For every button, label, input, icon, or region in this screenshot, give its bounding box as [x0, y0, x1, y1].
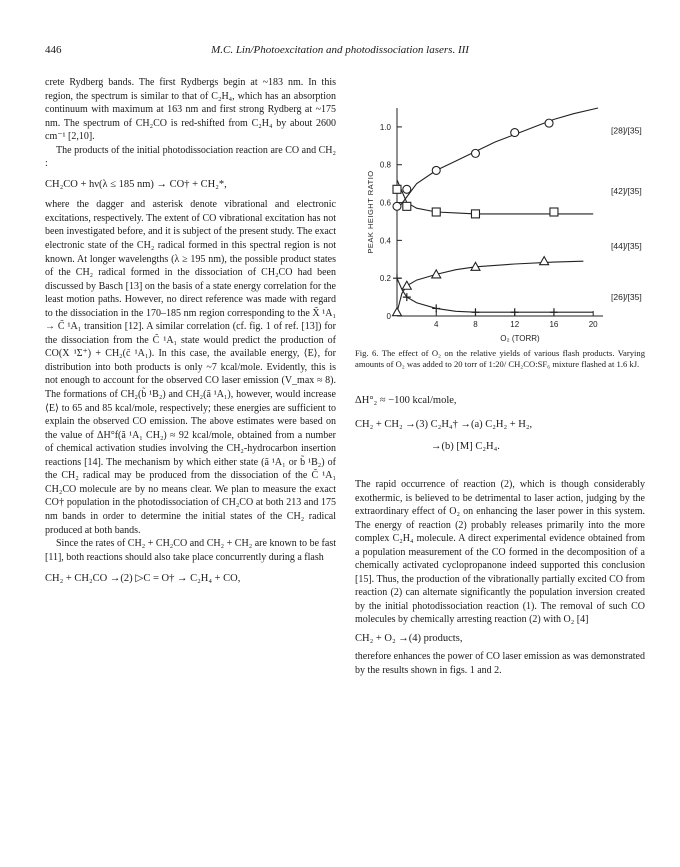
data-point [393, 274, 401, 282]
series-label: [26]/[35] [611, 292, 642, 303]
y-tick-label: 0 [386, 312, 391, 321]
data-point [402, 281, 411, 289]
data-point [393, 185, 401, 193]
series-label: [42]/[35] [611, 186, 642, 197]
data-point [511, 129, 519, 137]
paragraph: The products of the initial photodissociation reaction are CO and CH₂ : [45, 144, 336, 170]
y-tick-label: 0.6 [379, 198, 391, 208]
data-point [471, 308, 479, 316]
data-point [403, 293, 411, 301]
series-label: [44]/[35] [611, 241, 642, 252]
series-curve [397, 278, 593, 312]
y-tick-label: 0.2 [379, 274, 391, 284]
paragraph: where the dagger and asterisk denote vibrational and electronic excitations, respectively. The extent of CO vibrational excitation has not been investigated before, and it is subject of the present study. The exact electronic state of the CH₂ radical formed in this spectral region is not known. At longer wavelengths (λ ≥ 195 nm), the possible product states of the CH₂ radical formed in the dissociation of CH₂CO had been discussed by Basch [13] on the basis of a state energy correlation for the least motion paths. However, no direct reference was made with regard to the dissociation in the 170–185 nm region corresponding to the X̃ ¹A₁ → C̃ ¹A₁ transition [12]. A similar correlation (cf. fig. 1 of ref. [13]) for the dissociation from the C̃ ¹A₁ state would predict the production of CO(X ¹Σ⁺) + CH₂(c̃ ¹A₁). In this case, the available energy, ⟨E⟩, for distribution into both products is only ~7 kcal/mole. Evidently, this is not enough to account for the observed CO laser emission (V_max ≈ 8). The formations of CH₂(b̃ ¹B₂) and CH₂(ã ¹A₁), however, would increase ⟨E⟩ to 65 and 85 kcal/mole, respectively; these energies are sufficient to explain the observed CO emission. The above estimates were based on the value of ΔH°f(ã ¹A₁ CH₂) ≈ 92 kcal/mole, obtained from a number of chemical activation studies involving the CH₂-hydrocarbon insertion reactions [14]. The mechanism by which either state (ã ¹A₁ or b̃ ¹B₂) of the CH₂ radical may be produced from the dissociation of the C̃ ¹A₁ CH₂CO molecule are by no means clear. We plan to measure the exact CO† population in the photodissociation of CH₂CO at both 213 and 175 nm bands in order to determine the initial states of the CH₂ radical produced at both bands. [45, 199, 336, 536]
data-point [550, 208, 558, 216]
data-point [432, 304, 440, 312]
data-point [432, 208, 440, 216]
data-point [550, 308, 558, 316]
right-column [355, 98, 645, 677]
x-tick-label: 16 [549, 320, 559, 329]
series-curve [397, 261, 583, 312]
data-point [403, 202, 411, 210]
running-head: M.C. Lin/Photoexcitation and photodissociation lasers. III [211, 44, 469, 56]
series-curve [397, 180, 593, 214]
series-curve [397, 108, 598, 210]
enthalpy-line: ΔH°₂ ≈ −100 kcal/mole, [355, 395, 457, 407]
data-point [432, 166, 440, 174]
equation-2: CH₂ + CH₂CO →(2) ▷C = O† → C₂H₄ + CO, [45, 573, 241, 585]
x-axis-label: O₂ (TORR) [500, 334, 540, 343]
data-point [393, 202, 401, 210]
paragraph: crete Rydberg bands. The first Rydbergs begin at ~183 nm. In this region, the spectrum is similar to that of C₂H₄, which has an absorption continuum with maximum at 163 nm and first strong Rydberg at ~175 nm. The spectrum of CH₂CO is red-shifted from C₂H₄ by about 2600 cm⁻¹ [2,10]. [45, 77, 336, 143]
series-label: [28]/[35] [611, 125, 642, 136]
y-tick-label: 0.8 [379, 160, 391, 170]
data-point [393, 308, 402, 316]
y-tick-label: 1.0 [379, 122, 391, 132]
reaction-4: CH₂ + O₂ →(4) products, [355, 632, 463, 644]
data-point [471, 149, 479, 157]
reaction-equations [355, 392, 645, 456]
data-point [545, 119, 553, 127]
x-tick-label: 4 [434, 320, 439, 329]
reaction-3: CH₂ + CH₂ →(3) C₂H₄† →(a) C₂H₂ + H₂, [355, 419, 533, 431]
paragraph: therefore enhances the power of CO laser emission as was demonstrated by the results shown in figs. 1 and 2. [355, 651, 645, 676]
x-tick-label: 12 [510, 320, 520, 329]
paragraph: Since the rates of CH₂ + CH₂CO and CH₂ + CH₂ are known to be fast [11], both reactions should also take place concurrently during a flash [45, 538, 336, 563]
reaction-3b: →(b) [M] C₂H₄. [431, 441, 500, 453]
paragraph: The rapid occurrence of reaction (2), which is though considerably exothermic, is believed to be detrimental to laser action, judging by the extraordinary effect of O₂ on enhancing the laser power in this system. The energy of reaction (2) probably releases primarily into the more complex C₂H₄ molecule. A direct experimental evidence obtained from a population measurement of the CO formed in the decomposition of a chemically activated cyclopropanone indeed supported this conclusion [15]. Thus, the production of the vibrationally partially excited CO from reaction (2) can alternate significantly the population inversion created by the initial photodissociation reaction (1). The removal of such CO molecules by chemically arresting reaction (2) with O₂ [4] [355, 479, 645, 626]
x-tick-label: 20 [588, 320, 598, 329]
data-point [403, 185, 411, 193]
y-tick-label: 0.4 [379, 236, 391, 246]
data-point [540, 257, 549, 265]
page-number: 446 [45, 44, 62, 56]
equation-1: CH₂CO + hν(λ ≤ 185 nm) → CO† + CH₂*, [45, 178, 227, 190]
data-point [511, 308, 519, 316]
right-text [355, 478, 645, 677]
figure-caption: Fig. 6. The effect of O₂ on the relative yields of various flash products. Varying amounts of O₂ was added to 20 torr of 1:20/ CH₂CO:SF₆ mixture flashed at 1.6 kJ. [355, 348, 645, 370]
left-column [45, 76, 336, 593]
y-axis-label: PEAK HEIGHT RATIO [366, 170, 375, 254]
data-point [471, 210, 479, 218]
figure-6 [355, 98, 645, 344]
x-tick-label: 8 [473, 320, 478, 329]
o2-effect-chart [355, 98, 645, 344]
